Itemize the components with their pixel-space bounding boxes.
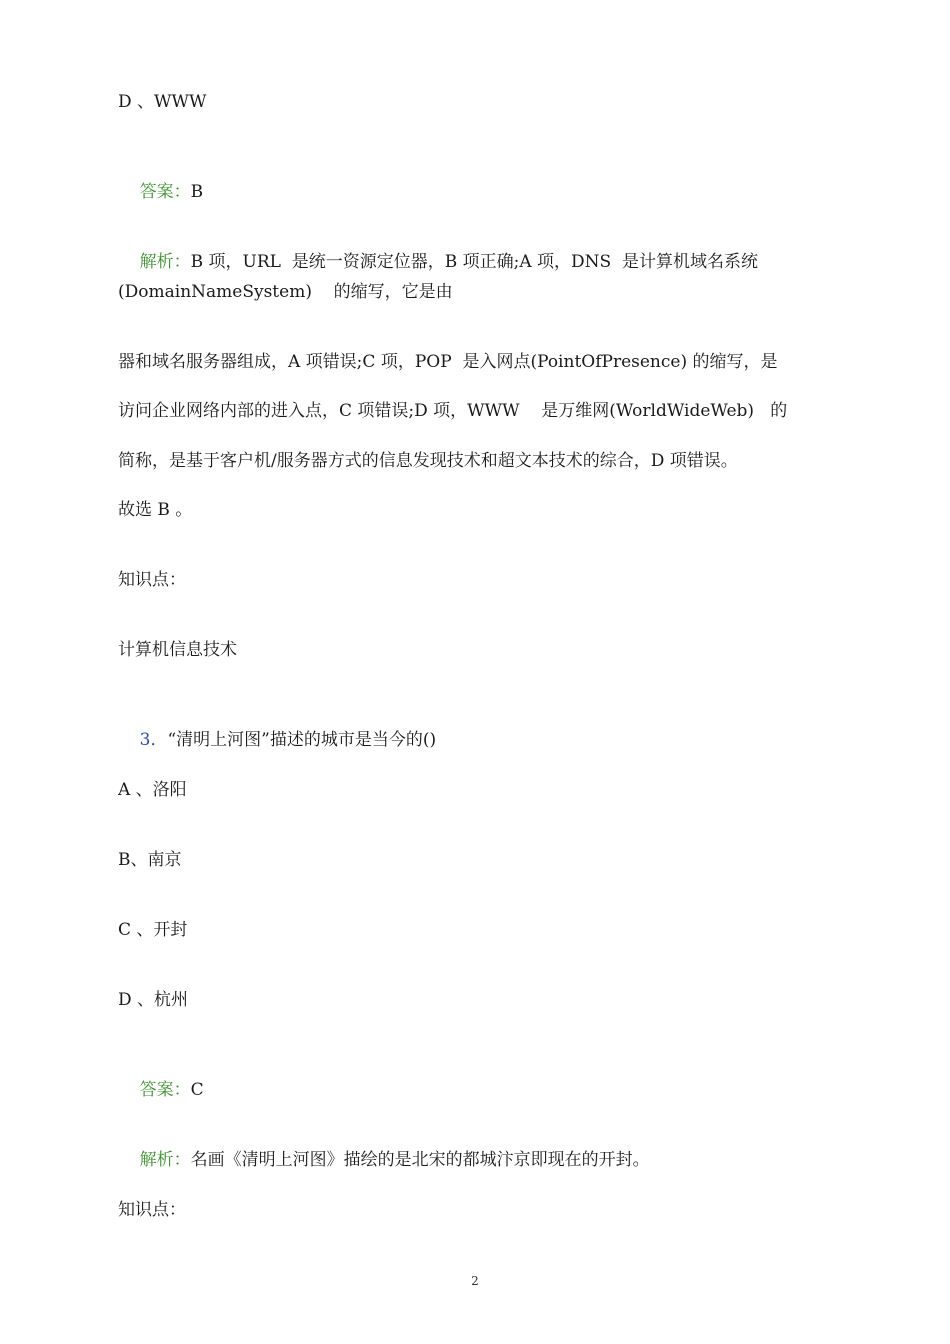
question-3-answer — [118, 1060, 204, 1120]
question-3-stem — [118, 710, 436, 770]
analysis-label: 解析： — [139, 252, 191, 272]
question-3-option-a: A 、洛阳 — [118, 780, 187, 800]
prev-analysis-line-4: 访问企业网络内部的进入点，C 项错误;D 项，WWW 是万维网(WorldWideWeb) 的 — [118, 401, 788, 421]
answer-label: 答案： — [139, 1080, 191, 1100]
prev-analysis-line-5: 简称，是基于客户机/服务器方式的信息发现技术和超文本技术的综合，D 项错误。 — [118, 451, 738, 471]
prev-option-d: D 、WWW — [118, 92, 207, 112]
analysis-text: B 项，URL 是统一资源定位器，B 项正确;A 项，DNS 是计算机域名系统 — [190, 252, 759, 272]
question-text: “清明上河图”描述的城市是当今的() — [167, 730, 437, 750]
question-3-knowledge-label: 知识点： — [118, 1200, 186, 1220]
prev-analysis-line-6: 故选 B 。 — [118, 500, 193, 520]
question-3-option-d: D 、杭州 — [118, 990, 189, 1010]
prev-answer — [118, 162, 203, 222]
answer-value: C — [190, 1080, 204, 1100]
question-3-option-b: B、南京 — [118, 850, 182, 870]
analysis-text: 名画《清明上河图》描绘的是北宋的都城汴京即现在的开封。 — [190, 1150, 650, 1170]
question-3-analysis — [118, 1130, 650, 1190]
question-number: 3． — [139, 730, 168, 750]
question-3-option-c: C 、开封 — [118, 920, 188, 940]
answer-label: 答案： — [139, 182, 191, 202]
prev-knowledge-label: 知识点： — [118, 570, 186, 590]
prev-knowledge-value: 计算机信息技术 — [118, 640, 237, 660]
analysis-label: 解析： — [139, 1150, 191, 1170]
answer-value: B — [190, 182, 204, 202]
prev-analysis-line-2: (DomainNameSystem) 的缩写，它是由 — [118, 282, 453, 302]
page-number: 2 — [471, 1274, 479, 1288]
prev-analysis-line-3: 器和域名服务器组成，A 项错误;C 项，POP 是入网点(PointOfPresence) 的缩写，是 — [118, 352, 778, 372]
